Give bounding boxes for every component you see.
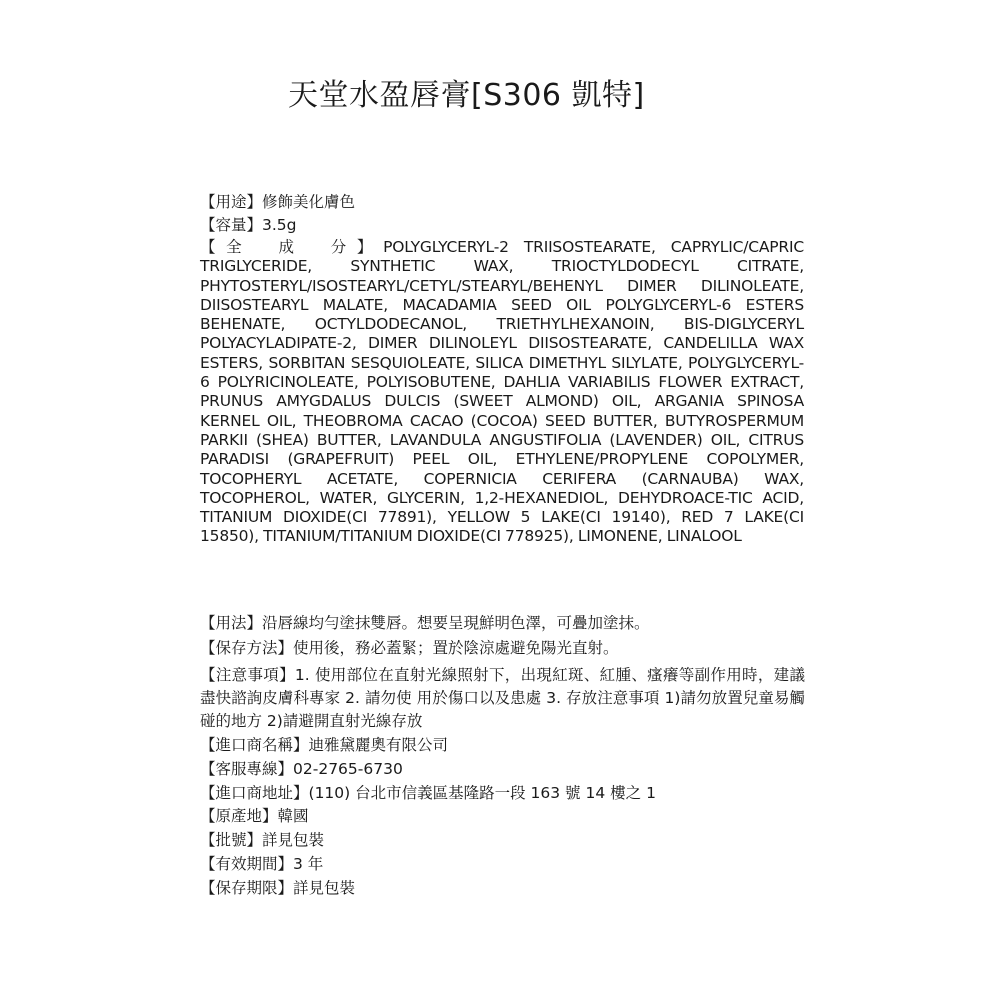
shelf-life-row <box>200 877 805 901</box>
ingredients-row <box>200 238 804 547</box>
importer-address-row <box>200 782 805 806</box>
importer-value: 迪雅黛麗奧有限公司 <box>308 736 449 754</box>
batch-value: 詳見包裝 <box>262 831 325 850</box>
importer-row <box>200 734 805 758</box>
usage-purpose-value: 修飾美化膚色 <box>262 193 356 211</box>
shelf-life-value: 詳見包裝 <box>293 878 356 897</box>
page-title: 天堂水盈唇膏[S306 凱特] <box>288 78 645 113</box>
capacity-label: 【容量】 <box>200 216 263 234</box>
origin-row <box>200 805 805 829</box>
importer-address-value: (110) 台北市信義區基隆路一段 163 號 14 樓之 1 <box>308 783 656 802</box>
storage-method-label: 【保存方法】 <box>200 639 294 657</box>
hotline-row <box>200 758 805 782</box>
basic-info <box>200 192 805 235</box>
importer-label: 【進口商名稱】 <box>200 736 309 754</box>
precautions-value: 1. 使用部位在直射光線照射下，出現紅斑、紅腫、瘙癢等副作用時，建議盡快諮詢皮膚科專家 2. 請勿使 用於傷口以及患處 3. 存放注意事項 1)請勿放置兒童易觸碰的地方 2)請避開直射光線存放 <box>200 666 805 730</box>
storage-method-value: 使用後，務必蓋緊；置於陰涼處避免陽光直射。 <box>293 639 619 657</box>
directions-value: 沿唇線均勻塗抹雙唇。想要呈現鮮明色澤，可疊加塗抹。 <box>262 614 650 632</box>
batch-row <box>200 829 805 853</box>
batch-label: 【批號】 <box>200 831 263 850</box>
origin-value: 韓國 <box>277 807 309 826</box>
ingredients-label: 【全 成 分】 <box>200 238 384 256</box>
shelf-life-label: 【保存期限】 <box>200 878 294 897</box>
precautions-row <box>200 664 805 733</box>
storage-method-row <box>200 637 805 659</box>
company-info <box>200 734 805 901</box>
capacity-row <box>200 215 805 235</box>
hotline-label: 【客服專線】 <box>200 759 294 778</box>
usage-purpose-row <box>200 192 805 212</box>
ingredients-value: POLYGLYCERYL-2 TRIISOSTEARATE, CAPRYLIC/CAPRIC TRIGLYCERIDE, SYNTHETIC WAX, TRIOCTYLDODECYL CITRATE, PHYTOSTERYL/ISOSTEARYL/CETYL/STEARYL/BEHENYL DIMER DILINOLEATE, DIISOSTEARYL MALATE, MACADAMIA SEED OIL POLYGLYCERYL-6 ESTERS BEHENATE, OCTYLDODECANOL, TRIETHYLHEXANOIN, BIS-DIGLYCERYL POLYACYLADIPATE-2, DIMER DILINOLEYL DIISOSTEARATE, CANDELILLA WAX ESTERS, SORBITAN SESQUIOLEATE, SILICA DIMETHYL SILYLATE, POLYGLYCERYL-6 POLYRICINOLEATE, POLYISOBUTENE, DAHLIA VARIABILIS FLOWER EXTRACT, PRUNUS AMYGDALUS DULCIS (SWEET ALMOND) OIL, ARGANIA SPINOSA KERNEL OIL, THEOBROMA CACAO (COCOA) SEED BUTTER, BUTYROSPERMUM PARKII (SHEA) BUTTER, LAVANDULA ANGUSTIFOLIA (LAVENDER) OIL, CITRUS PARADISI (GRAPEFRUIT) PEEL OIL, ETHYLENE/PROPYLENE COPOLYMER, TOCOPHERYL ACETATE, COPERNICIA CERIFERA (CARNAUBA) WAX, TOCOPHEROL, WATER, GLYCERIN, 1,2-HEXANEDIOL, DEHYDROACE-TIC ACID, TITANIUM DIOXIDE(CI 77891), YELLOW 5 LAKE(CI 19140), RED 7 LAKE(CI 15850), TITANIUM/TITANIUM DIOXIDE(CI 778925), LIMONENE, LINALOOL <box>200 238 804 546</box>
precautions-label: 【注意事項】 <box>200 666 295 684</box>
directions-row <box>200 612 805 634</box>
validity-label: 【有效期間】 <box>200 854 294 873</box>
directions-label: 【用法】 <box>200 614 263 632</box>
origin-label: 【原產地】 <box>200 807 278 826</box>
hotline-value: 02-2765-6730 <box>293 759 403 778</box>
validity-row <box>200 853 805 877</box>
importer-address-label: 【進口商地址】 <box>200 783 309 802</box>
capacity-value: 3.5g <box>262 216 297 234</box>
validity-value: 3 年 <box>293 854 324 873</box>
usage-purpose-label: 【用途】 <box>200 193 263 211</box>
directions-block <box>200 612 805 659</box>
